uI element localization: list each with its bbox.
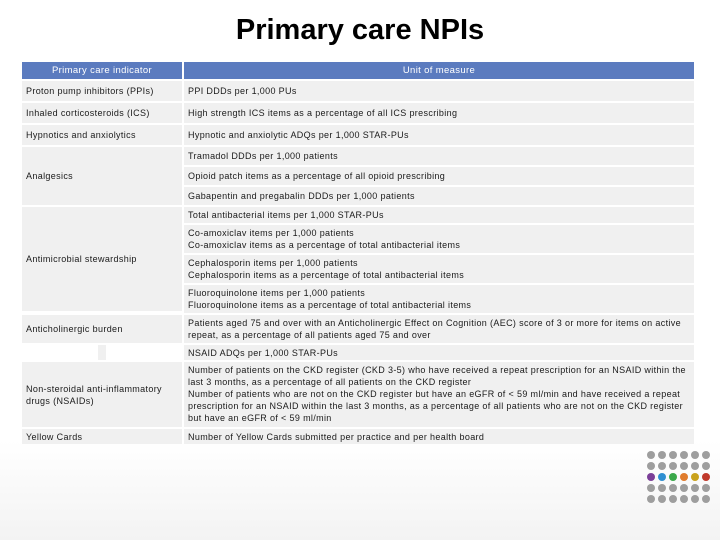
table-header [22, 62, 694, 79]
logo-dot [647, 484, 655, 492]
table-row [22, 315, 694, 343]
measure-cell: Hypnotic and anxiolytic ADQs per 1,000 STAR-PUs [184, 125, 694, 145]
indicator-spacer [98, 345, 106, 360]
table-row [22, 345, 694, 427]
header-measure: Unit of measure [184, 62, 694, 79]
logo-dot [702, 473, 710, 481]
logo-dot [647, 473, 655, 481]
measure-line: Co-amoxiclav items as a percentage of total antibacterial items [188, 240, 461, 250]
logo-dot [680, 484, 688, 492]
logo-dot [669, 473, 677, 481]
measure-line: Cephalosporin items as a percentage of total antibacterial items [188, 270, 465, 280]
measure-cell: Opioid patch items as a percentage of all opioid prescribing [184, 167, 694, 185]
npi-table [22, 62, 694, 444]
measure-cell: Patients aged 75 and over with an Anticholinergic Effect on Cognition (AEC) score of 3 or more for items on active repeat, as a percentage of all patients aged 75 and over [184, 315, 694, 343]
logo-dot [669, 484, 677, 492]
logo-dot [658, 451, 666, 459]
logo-dot [680, 451, 688, 459]
measure-line: Fluoroquinolone items as a percentage of total antibacterial items [188, 300, 472, 310]
background-fade [0, 440, 720, 540]
table-row [22, 429, 694, 444]
indicator-cell: Yellow Cards [22, 429, 182, 444]
measure-line: Number of patients on the CKD register (CKD 3-5) who have received a repeat prescription for an NSAID within the last 3 months, as a percentage of all patients on the CKD register [188, 365, 686, 387]
indicator-cell: Antimicrobial stewardship [22, 207, 182, 311]
logo-dot [669, 451, 677, 459]
logo-dot [691, 473, 699, 481]
measure-cell: Number of Yellow Cards submitted per practice and per health board [184, 429, 694, 444]
table-row [22, 147, 694, 205]
measure-cell: Total antibacterial items per 1,000 STAR-PUs [184, 207, 694, 223]
logo-dot [647, 451, 655, 459]
indicator-cell: Proton pump inhibitors (PPIs) [22, 81, 182, 101]
measure-cell [184, 255, 694, 283]
logo-dot [702, 462, 710, 470]
logo-dot [702, 451, 710, 459]
measure-group [184, 345, 694, 427]
logo-dot [658, 495, 666, 503]
measure-cell [184, 285, 694, 313]
logo-dot [647, 462, 655, 470]
measure-cell [184, 362, 694, 427]
measure-cell: High strength ICS items as a percentage of all ICS prescribing [184, 103, 694, 123]
logo-dot [691, 451, 699, 459]
table-row [22, 125, 694, 145]
header-indicator: Primary care indicator [22, 62, 182, 79]
logo-dot [658, 462, 666, 470]
measure-line: Number of patients who are not on the CKD register but have an eGFR of < 59 ml/min and have received a repeat prescription for an NSAID within the last 3 months, as a percentage of all patients who are not on the CKD register but have an eGFR of < 59 ml/min [188, 389, 683, 423]
indicator-cell: Inhaled corticosteroids (ICS) [22, 103, 182, 123]
logo-dot [702, 484, 710, 492]
measure-cell: NSAID ADQs per 1,000 STAR-PUs [184, 345, 694, 360]
table-row [22, 207, 694, 313]
indicator-cell: Hypnotics and anxiolytics [22, 125, 182, 145]
indicator-cell: Non-steroidal anti-inflammatory drugs (NSAIDs) [22, 362, 182, 427]
indicator-group [22, 345, 182, 427]
logo-dot [691, 484, 699, 492]
measure-line: Cephalosporin items per 1,000 patients [188, 258, 358, 268]
logo-dot [647, 495, 655, 503]
logo-dot [691, 495, 699, 503]
logo-dot [691, 462, 699, 470]
indicator-cell: Analgesics [22, 147, 182, 205]
measure-group [184, 147, 694, 205]
logo-dot [680, 495, 688, 503]
logo-dot [658, 473, 666, 481]
logo-dot [680, 473, 688, 481]
table-row [22, 81, 694, 101]
logo-dot [680, 462, 688, 470]
logo-dot [669, 495, 677, 503]
measure-group [184, 207, 694, 313]
indicator-cell: Anticholinergic burden [22, 315, 182, 343]
logo-dots [647, 451, 710, 503]
logo-dot [702, 495, 710, 503]
logo-dot [669, 462, 677, 470]
measure-line: Co-amoxiclav items per 1,000 patients [188, 228, 355, 238]
measure-cell: PPI DDDs per 1,000 PUs [184, 81, 694, 101]
logo-dot [658, 484, 666, 492]
measure-line: Fluoroquinolone items per 1,000 patients [188, 288, 366, 298]
measure-cell: Tramadol DDDs per 1,000 patients [184, 147, 694, 165]
measure-cell [184, 225, 694, 253]
page-title: Primary care NPIs [235, 14, 485, 46]
measure-cell: Gabapentin and pregabalin DDDs per 1,000 patients [184, 187, 694, 205]
table-row [22, 103, 694, 123]
